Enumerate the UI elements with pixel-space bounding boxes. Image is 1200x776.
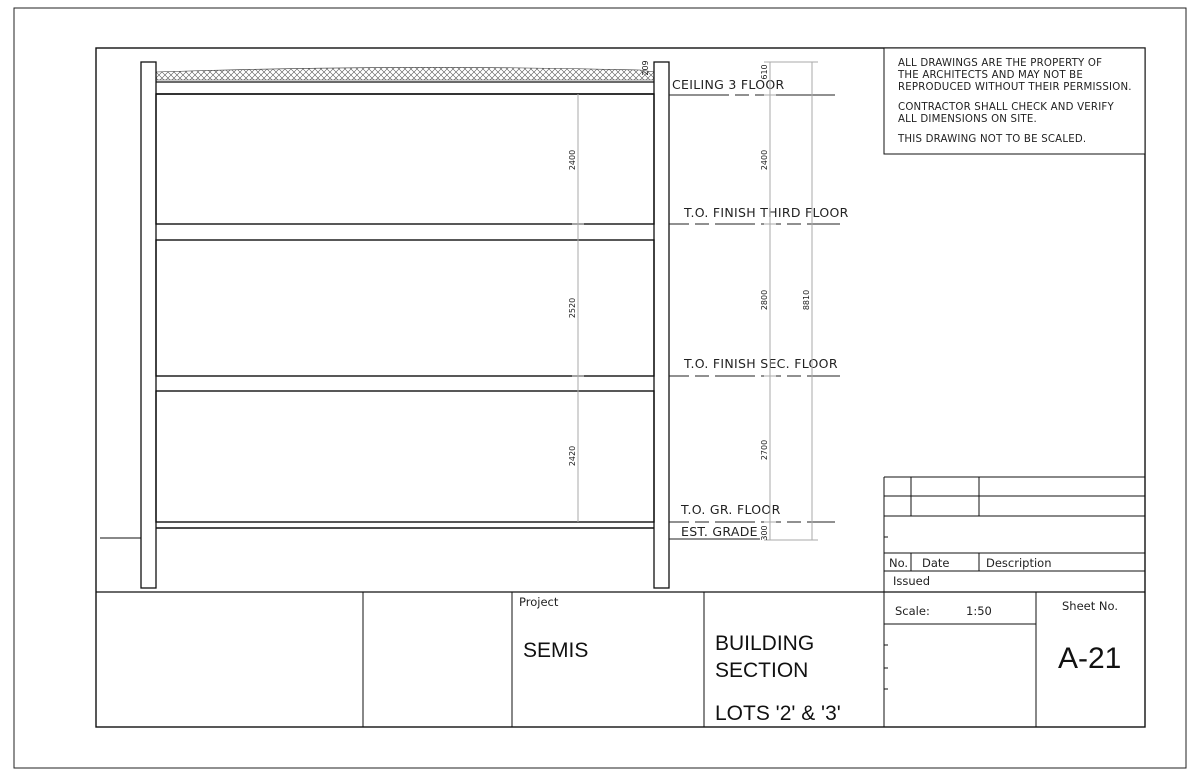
sheet-label: Sheet No. — [1062, 599, 1118, 613]
ground-floor-room — [156, 391, 654, 522]
project-name: SEMIS — [523, 639, 589, 662]
revision-description-label: Description — [986, 556, 1052, 570]
level-second-floor: T.O. FINISH SEC. FLOOR — [684, 356, 838, 371]
level-grade: EST. GRADE — [681, 524, 758, 539]
revision-table — [884, 477, 1145, 592]
level-markers — [669, 77, 849, 539]
revision-issued-label: Issued — [893, 574, 931, 588]
level-ground-floor: T.O. GR. FLOOR — [681, 502, 781, 517]
dim-outer-roof: 209 — [641, 60, 650, 76]
dim-outer-bot: 2700 — [760, 439, 769, 461]
revision-date-label: Date — [922, 556, 950, 570]
project-label: Project — [519, 595, 559, 609]
note-line-1: ALL DRAWINGS ARE THE PROPERTY OF — [898, 58, 1103, 69]
inner-dimensions — [568, 94, 584, 522]
dim-overall: 8810 — [802, 289, 811, 311]
third-floor-room — [156, 94, 654, 224]
second-floor-room — [156, 240, 654, 376]
note-line-4: CONTRACTOR SHALL CHECK AND VERIFY — [898, 102, 1114, 113]
note-line-2: THE ARCHITECTS AND MAY NOT BE — [898, 70, 1084, 81]
dim-outer-ceiling-slab: 610 — [760, 64, 769, 80]
note-line-5: ALL DIMENSIONS ON SITE. — [898, 114, 1037, 125]
level-ceiling: CEILING 3 FLOOR — [672, 77, 785, 92]
scale-label: Scale: — [895, 604, 930, 618]
dim-inner-bot: 2420 — [568, 445, 577, 467]
note-line-3: REPRODUCED WITHOUT THEIR PERMISSION. — [898, 82, 1132, 93]
roof-insulation-hatch — [156, 67, 654, 80]
dim-outer-top: 2400 — [760, 149, 769, 171]
dim-inner-top: 2400 — [568, 149, 577, 171]
dim-inner-mid: 2520 — [568, 297, 577, 319]
dim-outer-mid: 2800 — [760, 289, 769, 311]
building-section — [100, 62, 669, 588]
scale-value: 1:50 — [966, 604, 992, 618]
right-wall — [654, 62, 669, 588]
dim-outer-grade: 300 — [760, 525, 769, 541]
drawing-title-line-1: BUILDING — [715, 632, 815, 655]
sheet-number: A-21 — [1058, 642, 1122, 675]
left-wall — [141, 62, 156, 588]
drawing-title-line-2: SECTION — [715, 659, 809, 682]
note-line-6: THIS DRAWING NOT TO BE SCALED. — [898, 134, 1087, 145]
level-third-floor: T.O. FINISH THIRD FLOOR — [684, 205, 849, 220]
drawing-subtitle: LOTS '2' & '3' — [715, 702, 841, 725]
title-block — [96, 592, 1145, 727]
general-notes — [884, 48, 1145, 154]
revision-no-label: No. — [889, 556, 909, 570]
